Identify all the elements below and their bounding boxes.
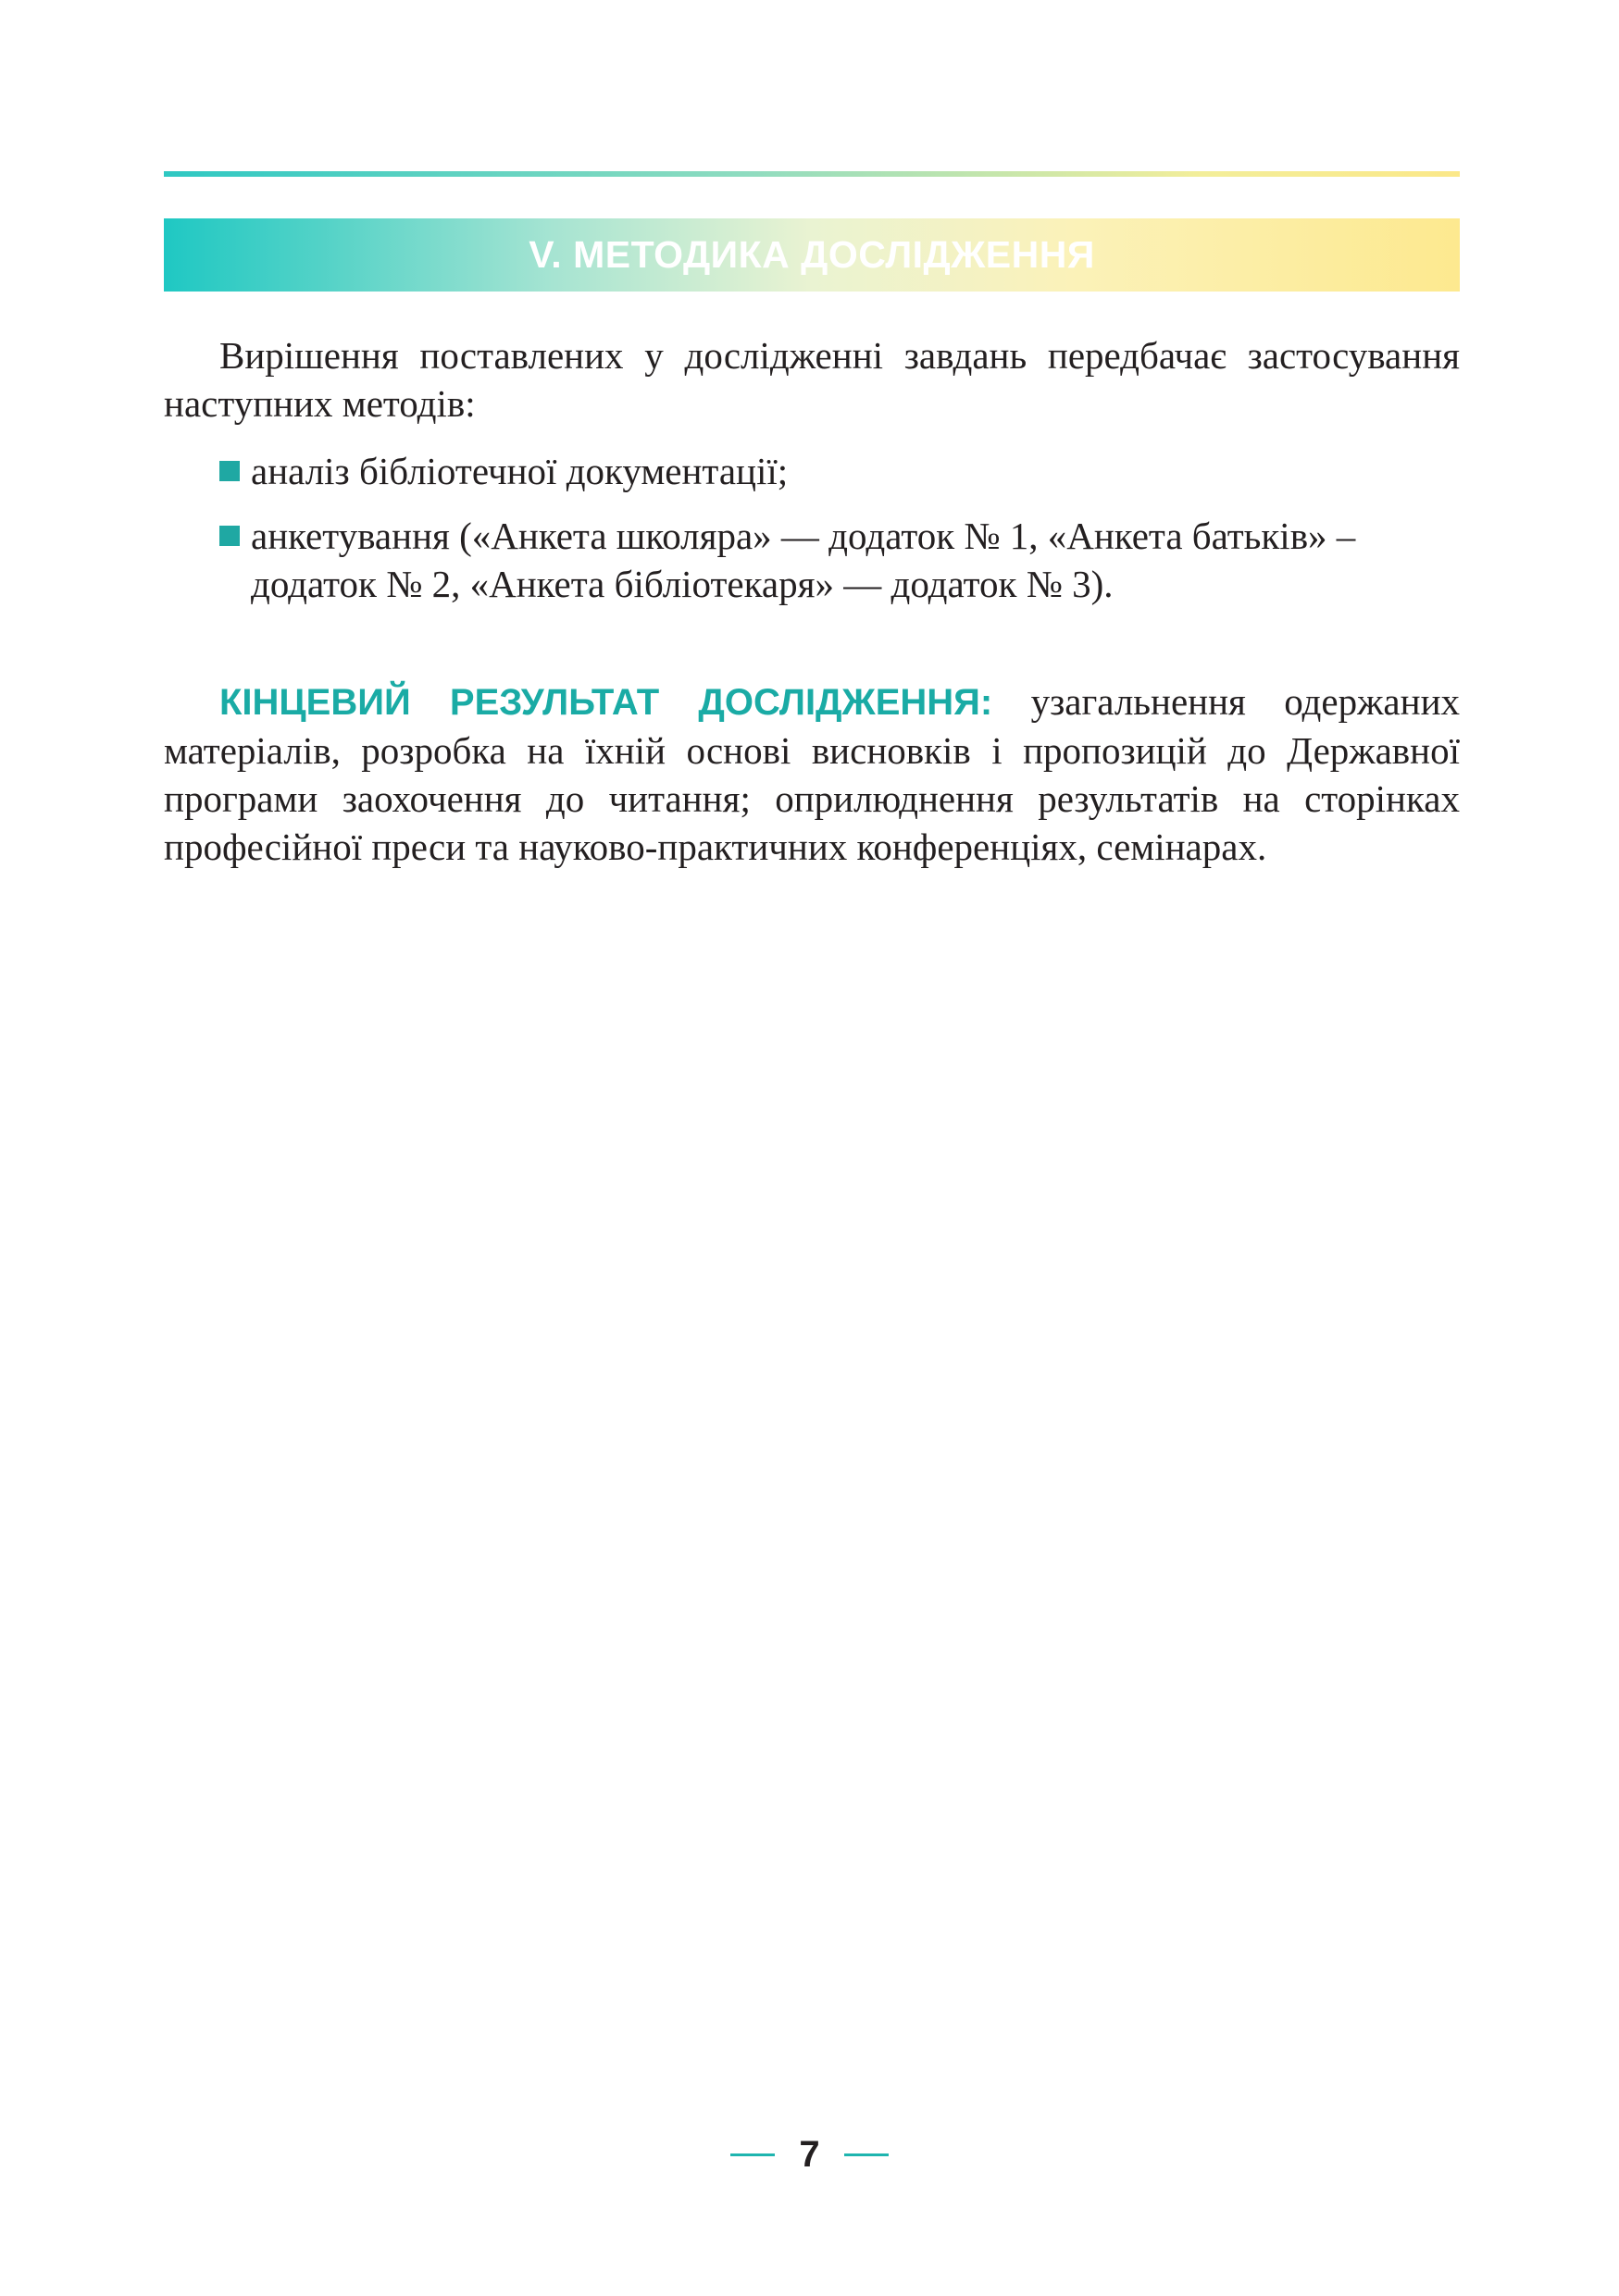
square-bullet-icon <box>219 461 240 481</box>
result-paragraph <box>164 677 1460 871</box>
list-item-text: анкетування («Анкета школяра» — додаток № 1, «Анкета батьків» – додаток № 2, «Анкета бібліотекаря» — додаток № 3). <box>251 515 1356 605</box>
result-heading: КІНЦЕВИЙ РЕЗУЛЬТАТ ДОСЛІДЖЕННЯ: <box>219 682 993 723</box>
methods-list <box>217 447 1460 625</box>
list-item <box>217 512 1460 608</box>
page-number: 7 <box>799 2134 820 2175</box>
list-item <box>217 447 1460 495</box>
list-item-text: аналіз бібліотечної документації; <box>251 450 789 492</box>
intro-paragraph: Вирішення поставлених у дослідженні завдань передбачає застосування наступних методів: <box>164 334 1460 425</box>
section-banner <box>164 218 1460 292</box>
page-number-dash-left <box>730 2153 775 2156</box>
result-text: узагальнення одержаних матеріалів, розробка на їхній основі висновків і пропозицій до Державної програми заохочення до читання; оприлюднення результатів на сторінках професійної преси та науково-практичних конференціях, семінарах. <box>164 680 1461 868</box>
top-decorative-rule <box>164 171 1460 177</box>
section-title: V. МЕТОДИКА ДОСЛІДЖЕННЯ <box>529 233 1095 276</box>
page-number-dash-right <box>844 2153 889 2156</box>
square-bullet-icon <box>219 526 240 546</box>
page-footer <box>0 2134 1619 2180</box>
